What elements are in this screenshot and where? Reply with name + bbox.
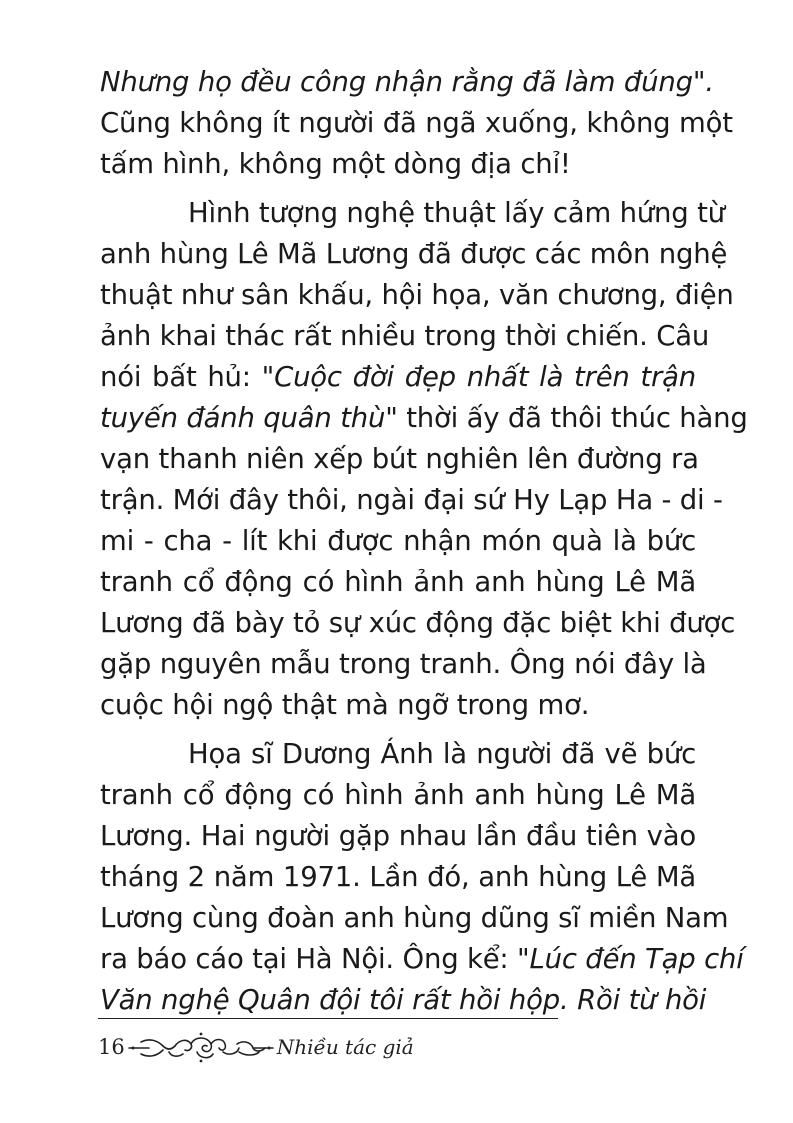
text-line (100, 980, 707, 1021)
text-line: tranh cổ động có hình ảnh anh hùng Lê Mã (100, 566, 696, 598)
text-segment: nói bất hủ: (100, 361, 262, 393)
italic-quote: "Cuộc đời đẹp nhất là trên trận (261, 361, 696, 393)
footer-author: Nhiều tác giả (276, 1035, 414, 1059)
body-text (100, 62, 748, 1021)
page-footer (98, 1027, 414, 1067)
text-line: mi - cha - lít khi được nhận món quà là bức (100, 525, 696, 557)
text-line (100, 357, 696, 398)
text-line: tranh cổ động có hình ảnh anh hùng Lê Mã (100, 779, 696, 811)
text-line: anh hùng Lê Mã Lương đã được các môn nghệ (100, 238, 728, 270)
italic-quote: "Lúc đến Tạp chí (517, 943, 744, 975)
flourish-ornament-icon (127, 1030, 275, 1064)
text-segment: ra báo cáo tại Hà Nội. Ông kể: (100, 943, 518, 975)
text-line: tấm hình, không một dòng địa chỉ! (100, 148, 571, 180)
text-line: cuộc hội ngộ thật mà ngỡ trong mơ. (100, 689, 590, 721)
page-number: 16 (98, 1035, 125, 1059)
text-line: trận. Mới đây thôi, ngài đại sứ Hy Lạp Ha - di - (100, 484, 723, 516)
italic-quote: tuyến đánh quân thù" (100, 402, 398, 434)
text-line (100, 62, 714, 103)
italic-quote: Văn nghệ Quân đội tôi rất hồi hộp. Rồi từ hồi (100, 984, 707, 1016)
italic-quote: Nhưng họ đều công nhận rằng đã làm đúng". (100, 66, 714, 98)
footer-divider (98, 1018, 558, 1019)
text-line: Lương cùng đoàn anh hùng dũng sĩ miền Nam (100, 902, 729, 934)
text-line: Hình tượng nghệ thuật lấy cảm hứng từ (188, 197, 725, 229)
text-line: Họa sĩ Dương Ánh là người đã vẽ bức (188, 738, 696, 770)
text-line: Cũng không ít người đã ngã xuống, không một (100, 107, 733, 139)
text-line (100, 398, 748, 439)
text-segment: thời ấy đã thôi thúc hàng (397, 402, 748, 434)
text-line: tháng 2 năm 1971. Lần đó, anh hùng Lê Mã (100, 861, 696, 893)
text-line: vạn thanh niên xếp bút nghiên lên đường ra (100, 443, 699, 475)
text-line: ảnh khai thác rất nhiều trong thời chiến. Câu (100, 320, 710, 352)
text-line: gặp nguyên mẫu trong tranh. Ông nói đây là (100, 648, 707, 680)
text-line: Lương. Hai người gặp nhau lần đầu tiên vào (100, 820, 696, 852)
text-line (100, 939, 744, 980)
text-line: thuật như sân khấu, hội họa, văn chương, điện (100, 279, 734, 311)
text-line: Lương đã bày tỏ sự xúc động đặc biệt khi được (100, 607, 736, 639)
